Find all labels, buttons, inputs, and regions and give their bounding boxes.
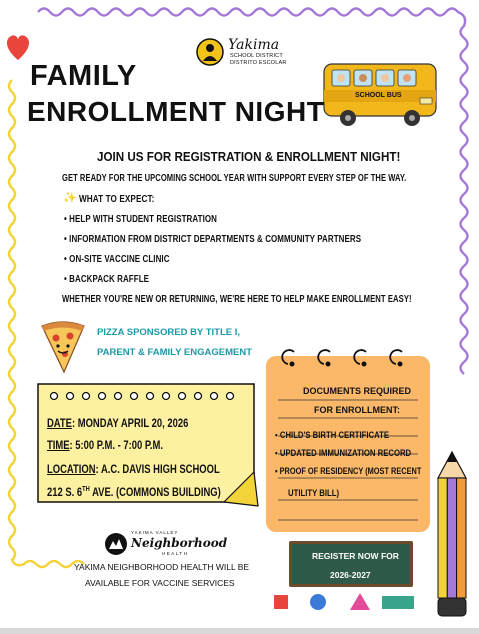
pink-triangle-shape: [350, 593, 370, 610]
event-address: [47, 486, 221, 499]
expect-item-2: • INFORMATION FROM DISTRICT DEPARTMENTS & COMMUNITY PARTNERS: [64, 233, 362, 245]
pizza-sponsor-line2: PARENT & FAMILY ENGAGEMENT: [97, 347, 253, 358]
document-item-2: • UPDATED IMMUNIZATION RECORD: [275, 448, 412, 458]
event-date-value: : MONDAY APRIL 20, 2026: [71, 418, 189, 430]
title-line2: ENROLLMENT NIGHT: [27, 96, 325, 127]
expect-item-3: • ON-SITE VACCINE CLINIC: [64, 253, 170, 265]
register-chalkboard: [288, 540, 414, 588]
health-logo-top: YAKIMA VALLEY: [131, 530, 179, 535]
register-line1: REGISTER NOW FOR: [312, 551, 399, 561]
event-time: [47, 440, 163, 452]
blue-circle-shape: [310, 594, 326, 610]
event-address-post: AVE. (COMMONS BUILDING): [89, 486, 221, 499]
red-square-shape: [274, 595, 288, 609]
health-logo: [104, 530, 228, 562]
event-location-label: LOCATION: [47, 464, 96, 476]
health-logo-name: Neighborhood: [131, 536, 228, 550]
heart-icon: [7, 35, 29, 60]
documents-heading-2: FOR ENROLLMENT:: [314, 405, 400, 415]
register-line2: 2026-2027: [330, 570, 371, 580]
health-line1: YAKIMA NEIGHBORHOOD HEALTH WILL BE: [74, 562, 250, 572]
bottom-strip: [0, 628, 479, 634]
intro-closing: WHETHER YOU'RE NEW OR RETURNING, WE'RE HERE TO HELP MAKE ENROLLMENT EASY!: [62, 293, 412, 305]
event-time-label: TIME: [47, 440, 70, 452]
decorative-shapes: [270, 590, 440, 614]
expect-label: WHAT TO EXPECT:: [79, 193, 155, 205]
intro-subheading: GET READY FOR THE UPCOMING SCHOOL YEAR WITH SUPPORT EVERY STEP OF THE WAY.: [62, 172, 407, 184]
health-line2: AVAILABLE FOR VACCINE SERVICES: [85, 578, 235, 588]
documents-heading-1: DOCUMENTS REQUIRED: [303, 386, 412, 396]
expect-item-1: • HELP WITH STUDENT REGISTRATION: [64, 213, 218, 225]
event-address-pre: 212 S. 6: [47, 486, 83, 499]
district-logo: [196, 38, 296, 70]
event-location: [47, 464, 220, 476]
event-time-value: : 5:00 P.M. - 7:00 P.M.: [69, 440, 164, 452]
district-logo-line2: DISTRITO ESCOLAR: [230, 60, 287, 66]
pizza-icon: [38, 318, 88, 376]
sparkle-icon: ✨: [63, 192, 77, 204]
title-line1: FAMILY: [30, 60, 137, 92]
district-logo-icon: [196, 38, 224, 66]
document-item-3: • PROOF OF RESIDENCY (MOST RECENT: [275, 466, 422, 476]
health-logo-icon: [104, 532, 128, 556]
pizza-sponsor-line1: PIZZA SPONSORED BY TITLE I,: [97, 327, 241, 338]
district-logo-name: Yakima: [228, 37, 280, 53]
event-location-value: : A.C. DAVIS HIGH SCHOOL: [95, 464, 220, 476]
green-rectangle-shape: [382, 596, 414, 609]
school-bus-label: SCHOOL BUS: [355, 92, 402, 99]
health-logo-sub: HEALTH: [162, 551, 189, 556]
district-logo-line1: SCHOOL DISTRICT: [230, 53, 283, 59]
event-address-sup: TH: [82, 486, 90, 493]
event-date-label: DATE: [47, 418, 72, 430]
document-item-4: UTILITY BILL): [288, 488, 340, 498]
expect-item-4: • BACKPACK RAFFLE: [64, 273, 150, 285]
document-item-1: • CHILD'S BIRTH CERTIFICATE: [275, 430, 390, 440]
intro-heading: JOIN US FOR REGISTRATION & ENROLLMENT NIGHT!: [97, 150, 401, 164]
event-date: [47, 418, 188, 430]
